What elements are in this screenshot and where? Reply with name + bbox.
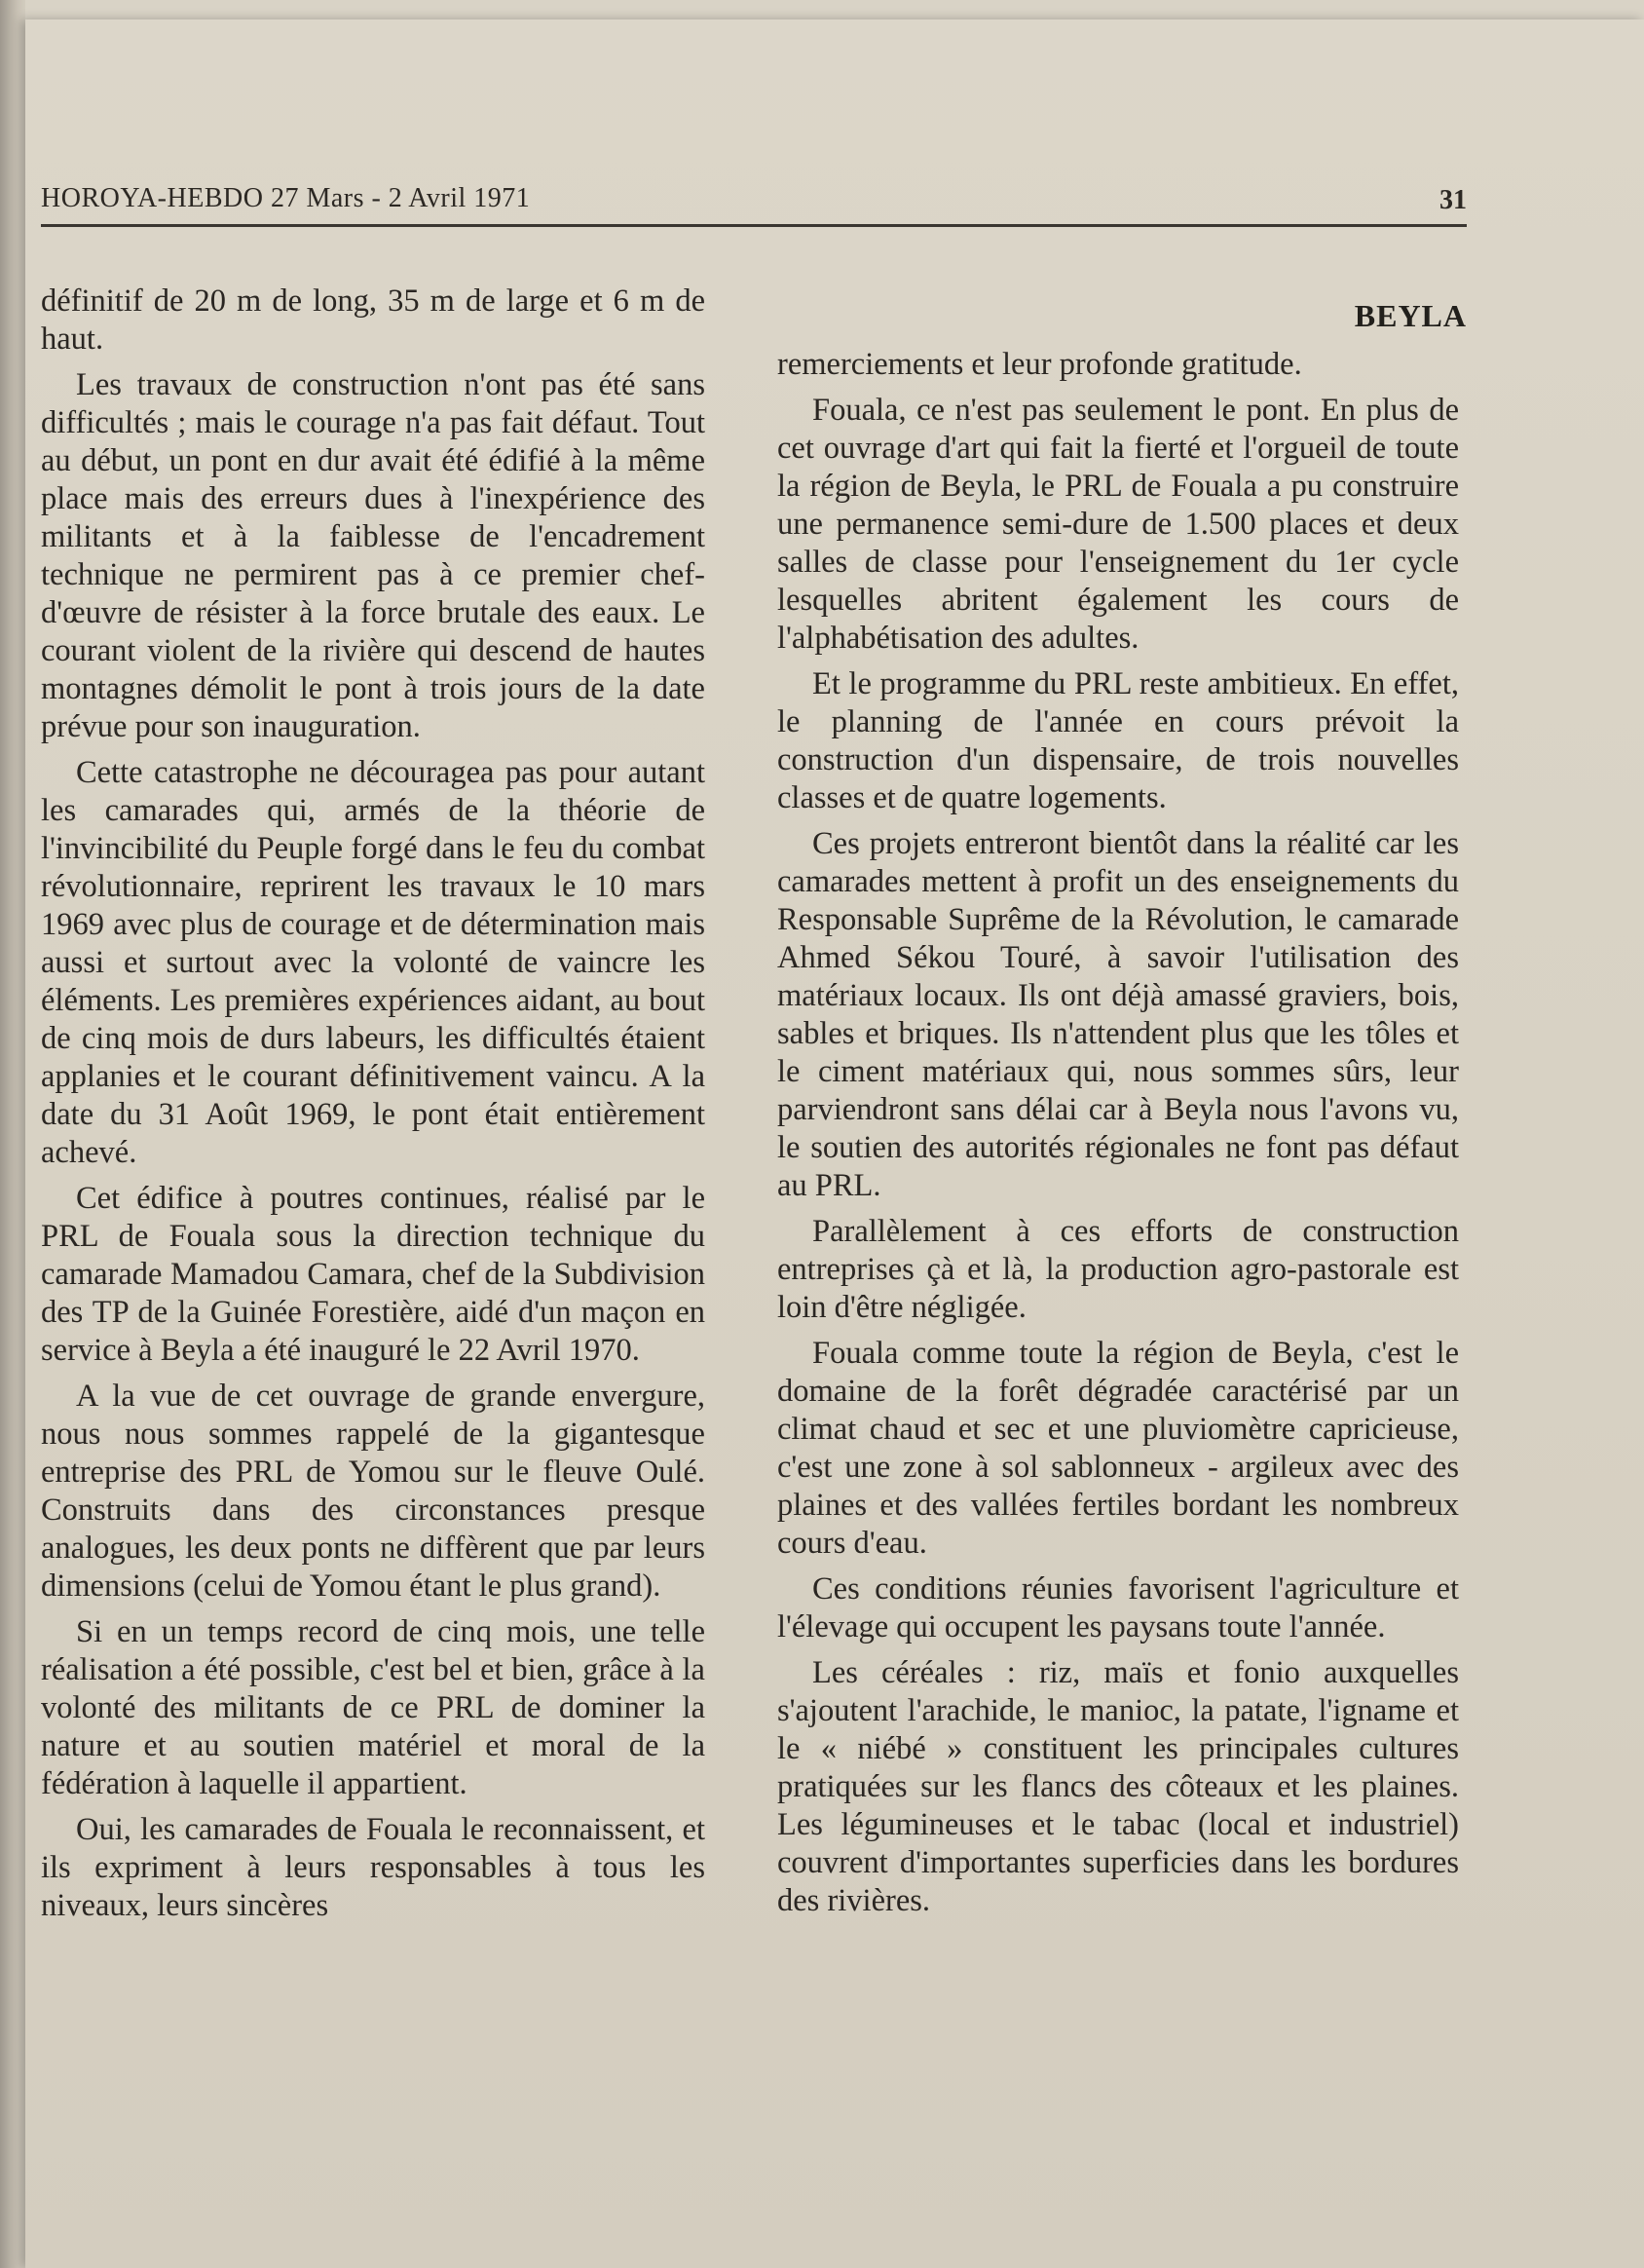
paragraph: Les travaux de construction n'ont pas été sans difficultés ; mais le courage n'a pas fait défaut. Tout au début, un pont en dur avait été édifié à la même place mais des erreurs dues à l'inexpérience des militants et à la faiblesse de l'encadrement technique ne permirent pas à ce premier chef-d'œuvre de résister à la force brutale des eaux. Le courant violent de la rivière qui descend de hautes montagnes démolit le pont à trois jours de la date prévue pour son inauguration. (41, 367, 705, 744)
paragraph: définitif de 20 m de long, 35 m de large et 6 m de haut. (41, 284, 705, 357)
paragraph: Les céréales : riz, maïs et fonio auxquelles s'ajoutent l'arachide, le manioc, la patate, l'igname et le « niébé » constituent les principales cultures pratiquées sur les flancs des côteaux et les plaines. Les légumineuses et le tabac (local et industriel) couvrent d'importantes superficies dans les bordures des rivières. (777, 1655, 1459, 1918)
paragraph: Parallèlement à ces efforts de construction entreprises çà et là, la production agro-pastorale est loin d'être négligée. (777, 1214, 1459, 1325)
right-column (777, 346, 1459, 1928)
paragraph: Fouala, ce n'est pas seulement le pont. En plus de cet ouvrage d'art qui fait la fierté et l'orgueil de toute la région de Beyla, le PRL de Fouala a pu construire une permanence semi-dure de 1.500 places et deux salles de classe pour l'enseignement du 1er cycle lesquelles abritent également les cours de l'alphabétisation des adultes. (777, 393, 1459, 656)
page-header (41, 166, 1467, 227)
left-column (41, 283, 705, 1933)
paragraph: Fouala comme toute la région de Beyla, c'est le domaine de la forêt dégradée caractérisé par un climat chaud et sec et une pluviomètre capricieuse, c'est une zone à sol sablonneux - argileux avec des plaines et des vallées fertiles bordant les nombreux cours d'eau. (777, 1336, 1459, 1561)
page-number: 31 (1439, 185, 1467, 215)
paragraph: Cette catastrophe ne découragea pas pour autant les camarades qui, armés de la théorie de l'invincibilité du Peuple forgé dans le feu du combat révolutionnaire, reprirent les travaux le 10 mars 1969 avec plus de courage et de détermination mais aussi et surtout avec la volonté de vaincre les éléments. Les premières expériences aidant, au bout de cinq mois de durs labeurs, les difficultés étaient applanies et le courant définitivement vaincu. A la date du 31 Août 1969, le pont était entièrement achevé. (41, 755, 705, 1170)
paragraph: Ces projets entreront bientôt dans la réalité car les camarades mettent à profit un des enseignements du Responsable Suprême de la Révolution, le camarade Ahmed Sékou Touré, à savoir l'utilisation des matériaux locaux. Ils ont déjà amassé graviers, bois, sables et briques. Ils n'attendent plus que les tôles et le ciment matériaux qui, nous sommes sûrs, leur parviendront sans délai car à Beyla nous l'avons vu, le soutien des autorités régionales ne font pas défaut au PRL. (777, 826, 1459, 1203)
publication-line: HOROYA-HEBDO 27 Mars - 2 Avril 1971 (41, 183, 531, 213)
paragraph: remerciements et leur profonde gratitude. (777, 347, 1302, 382)
section-title: BEYLA (1354, 298, 1467, 333)
paragraph: Ces conditions réunies favorisent l'agriculture et l'élevage qui occupent les paysans toute l'année. (777, 1571, 1459, 1644)
page-spine (0, 0, 25, 2268)
paragraph: Si en un temps record de cinq mois, une telle réalisation a été possible, c'est bel et bien, grâce à la volonté des militants de ce PRL de dominer la nature et au soutien matériel et moral de la fédération à laquelle il appartient. (41, 1614, 705, 1801)
paragraph: Oui, les camarades de Fouala le reconnaissent, et ils expriment à leurs responsables à tous les niveaux, leurs sincères (41, 1812, 705, 1923)
paragraph: A la vue de cet ouvrage de grande envergure, nous nous sommes rappelé de la gigantesque entreprise des PRL de Yomou sur le fleuve Oulé. Construits dans des circonstances presque analogues, les deux ponts ne diffèrent que par leurs dimensions (celui de Yomou étant le plus grand). (41, 1379, 705, 1604)
paragraph: Cet édifice à poutres continues, réalisé par le PRL de Fouala sous la direction technique du camarade Mamadou Camara, chef de la Subdivision des TP de la Guinée Forestière, aidé d'un maçon en service à Beyla a été inauguré le 22 Avril 1970. (41, 1181, 705, 1368)
newspaper-page (25, 19, 1644, 2268)
paragraph: Et le programme du PRL reste ambitieux. En effet, le planning de l'année en cours prévoit la construction d'un dispensaire, de trois nouvelles classes et de quatre logements. (777, 666, 1459, 815)
